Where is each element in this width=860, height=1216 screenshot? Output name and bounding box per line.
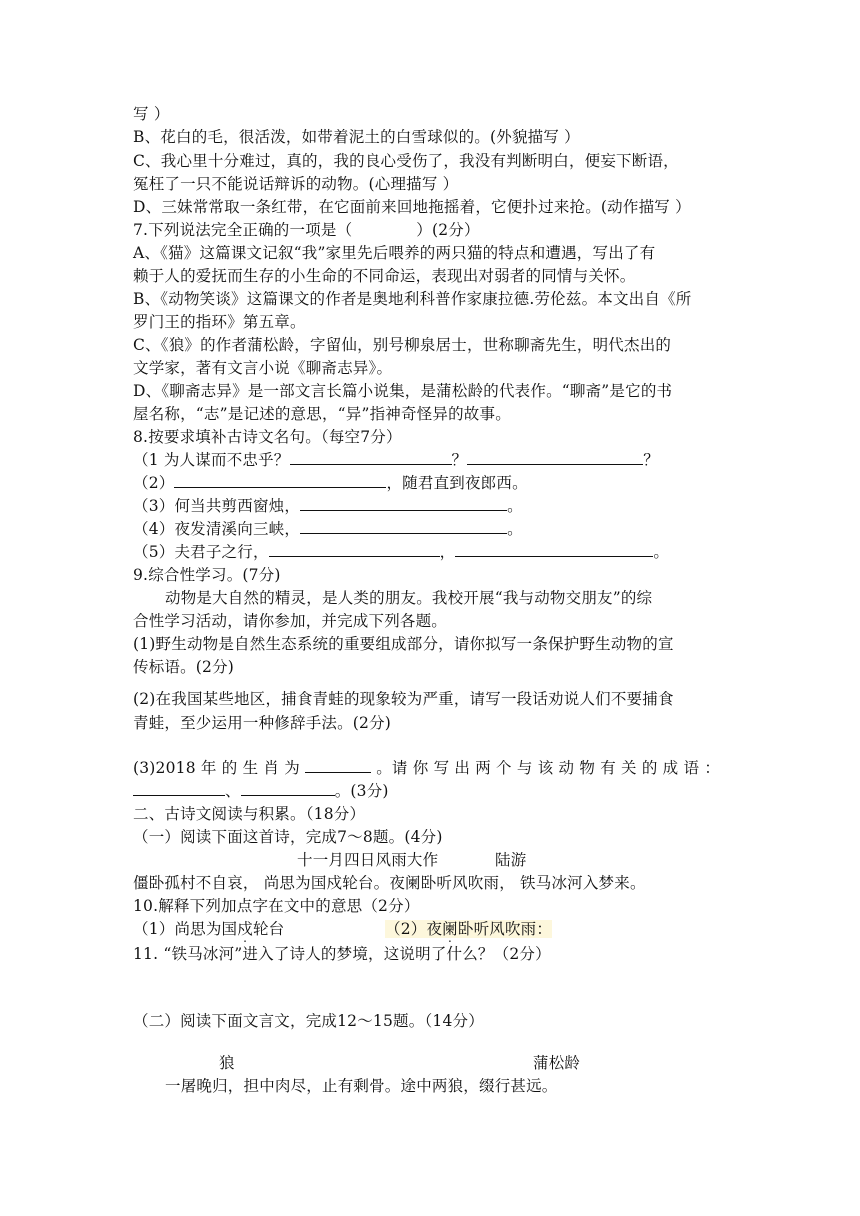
passage-text: 一屠晚归，担中肉尽，止有剩骨。途中两狼，缀行甚远。 [165,1077,558,1095]
item-text: ？ [451,451,468,469]
item-text: 。 [507,520,523,538]
item-text: ？ [643,451,659,469]
sub-section-heading: （二）阅读下面文言文，完成12～15题。（14分） [133,1012,484,1030]
question-10-item-1 [133,918,284,940]
option-c-line: C、我心里十分难过，真的，我的良心受伤了，我没有判断明白，便妄下断语， [133,152,679,170]
question-11: 11. “铁马冰河”进入了诗人的梦境，这说明了什么？（2分） [133,945,551,963]
question-8-item-1 [133,449,659,471]
question-8: 8.按要求填补古诗文名句。（每空7分） [133,428,402,446]
item-text: 。(3分) [334,782,389,800]
text-line: 罗门王的指环》第五章。 [133,313,306,331]
paragraph-line: 合性学习活动，请你参加，并完成下列各题。 [133,612,448,630]
poem-title: 十一月四日风雨大作 [297,851,439,869]
answer-blank[interactable] [305,757,371,773]
text-line: 传标语。(2分) [133,658,235,676]
question-8-item-4 [133,518,523,540]
option-b-line: B、花白的毛，很活泼，如带着泥土的白雪球似的。(外貌描写 ） [133,128,580,146]
question-10: 10.解释下列加点字在文中的意思（2分） [133,897,420,915]
section-heading: 二、古诗文阅读与积累。（18分） [133,805,366,823]
paragraph-line: 动物是大自然的精灵，是人类的朋友。我校开展“我与动物交朋友”的综 [165,589,653,607]
item-text: （3）何当共剪西窗烛， [133,497,301,515]
item-text: ，随君直到夜郎西。 [386,474,528,492]
text-line: 赖于人的爱抚而生存的小生命的不同命运，表现出对弱者的同情与关怀。 [133,267,636,285]
sub-question-3 [133,757,720,779]
text-line: 冤枉了一只不能说话辩诉的动物。(心理描写 ） [133,175,459,193]
answer-blank[interactable] [455,541,653,557]
option-c-line: C、《狼》的作者蒲松龄，字留仙，别号柳泉居士，世称聊斋先生，明代杰出的 [133,336,672,354]
answer-blank[interactable] [467,449,643,465]
question-8-item-3 [133,495,523,517]
passage-title: 狼 [219,1054,235,1072]
item-text: （5）夫君子之行， [133,543,269,561]
text-line: 青蛙，至少运用一种修辞手法。(2分) [133,714,392,732]
text-line: 写 ） [133,105,170,123]
sub-section-heading: （一）阅读下面这首诗，完成7～8题。(4分) [133,828,443,846]
item-text: （1 为人谋而不忠乎？ [133,451,290,469]
item-highlight [385,920,552,938]
option-b-line: B、《动物笑谈》这篇课文的作者是奥地利科普作家康拉德.劳伦兹。本文出自《所 [133,290,692,308]
item-text: （4）夜发清溪向三峡， [133,520,301,538]
item-text: 卧听风吹雨： [457,920,553,938]
poem-author: 陆游 [495,851,527,869]
option-d-line: D、三妹常常取一条红带，在它面前来回地拖摇着，它便扑过来抢。(动作描写 ） [133,198,691,216]
sub-question-3-blanks [133,780,389,802]
item-text: ， [439,543,456,561]
question-7 [133,219,480,241]
question-9: 9.综合性学习。(7分) [133,566,281,584]
item-text: 。 [507,497,523,515]
answer-blank[interactable] [352,220,416,235]
answer-blank[interactable] [174,472,386,488]
option-d-line: D、《聊斋志异》是一部文言长篇小说集，是蒲松龄的代表作。“聊斋”是它的书 [133,382,673,400]
item-text: (3)2018 年 的 生 肖 为 [133,759,300,777]
answer-blank[interactable] [290,449,452,465]
sub-question-2: (2)在我国某些地区，捕食青蛙的现象较为严重，请写一段话劝说人们不要捕食 [133,690,674,708]
passage-author: 蒲松龄 [533,1054,581,1072]
question-7-stem: 7.下列说法完全正确的一项是（ [133,221,353,239]
item-text: 轮台 [252,920,285,938]
text-line: 文学家，著有文言小说《聊斋志异》。 [133,359,393,377]
item-text: （1）尚思为国 [133,920,238,938]
dotted-char: 阑 [442,920,458,938]
question-7-score: ）(2分） [416,221,480,239]
item-text: 。请 你 写 出 两 个 与 该 动 物 有 关 的 成 语 ： [376,759,721,777]
question-8-item-2 [133,472,528,494]
answer-blank[interactable] [241,780,335,796]
item-text: （2） [133,474,175,492]
item-text: 、 [225,782,241,800]
poem-text: 僵卧孤村不自哀， 尚思为国戍轮台。夜阑卧听风吹雨， 铁马冰河入梦来。 [133,874,646,892]
question-10-item-2 [385,918,552,940]
sub-question-1: (1)野生动物是自然生态系统的重要组成部分，请你拟写一条保护野生动物的宣 [133,635,674,653]
answer-blank[interactable] [133,780,225,796]
text-line: 屋名称，“志”是记述的意思，“异”指神奇怪异的故事。 [133,405,511,423]
answer-blank[interactable] [269,541,440,557]
answer-blank[interactable] [300,495,507,511]
item-text: （2）夜 [385,920,443,938]
answer-blank[interactable] [300,518,507,534]
option-a-line: A、《猫》这篇课文记叙“我”家里先后喂养的两只猫的特点和遭遇，写出了有 [133,244,656,262]
dotted-char: 戍 [237,920,253,938]
item-text: 。 [653,543,670,561]
question-8-item-5 [133,541,669,563]
